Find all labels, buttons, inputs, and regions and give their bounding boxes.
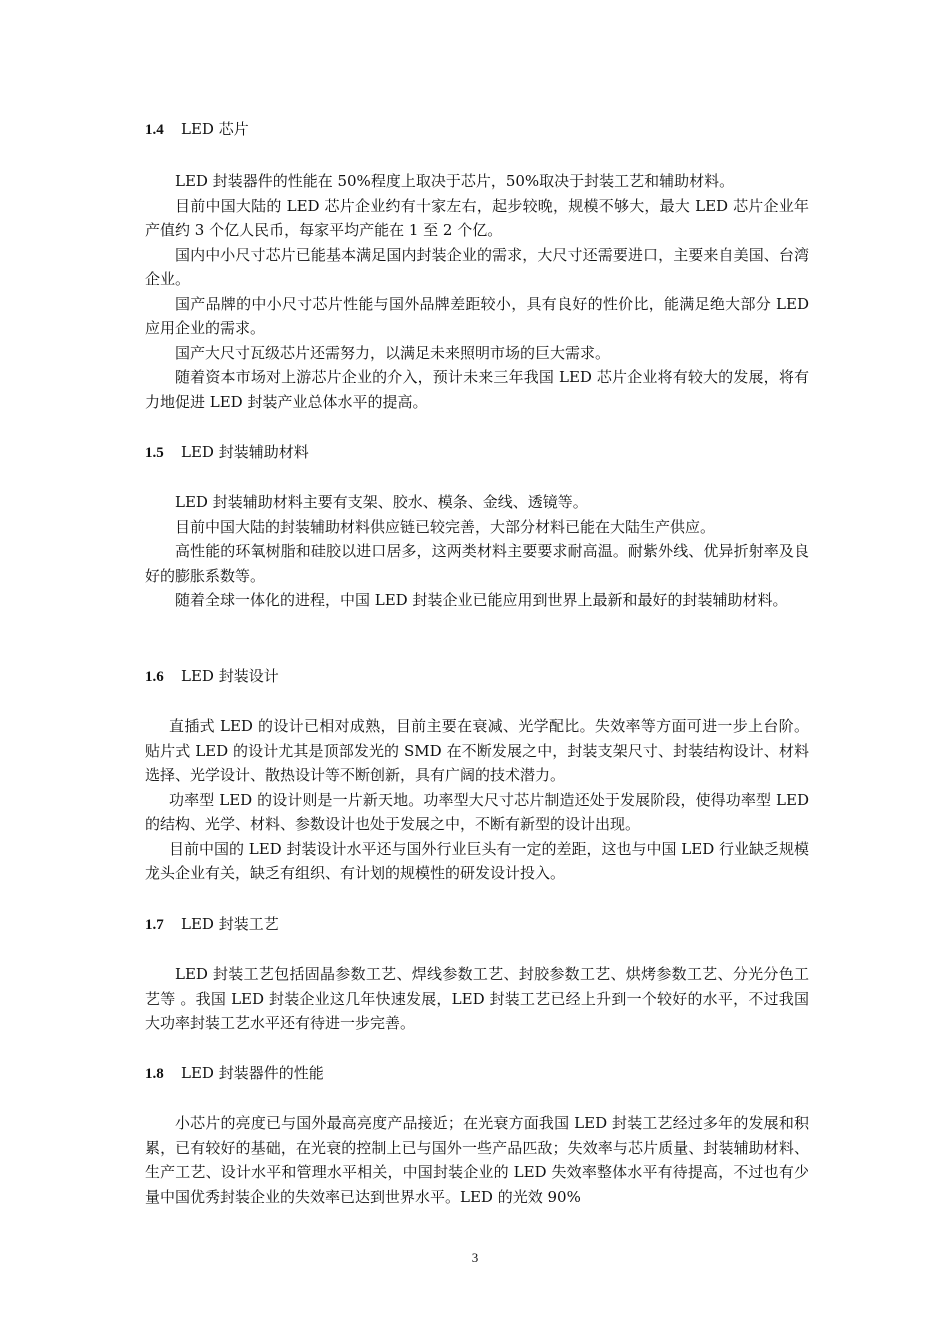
- section-1-7: [145, 912, 809, 1036]
- section-title: LED 封装设计: [181, 667, 279, 685]
- paragraph: 目前中国大陆的 LED 芯片企业约有十家左右，起步较晚，规模不够大，最大 LED 芯片企业年产值约 3 个亿人民币，每家平均产能在 1 至 2 个亿。: [145, 196, 809, 239]
- page-number: 3: [471, 1250, 479, 1265]
- document-page: [145, 0, 809, 1344]
- section-heading: [145, 117, 809, 141]
- paragraph: LED 封装工艺包括固晶参数工艺、焊线参数工艺、封胶参数工艺、烘烤参数工艺、分光分色工艺等 。我国 LED 封装企业这几年快速发展，LED 封装工艺已经上升到一个较好的水平，不过我国大功率封装工艺水平还有待进一步完善。: [145, 965, 809, 1032]
- paragraph: 高性能的环氧树脂和硅胶以进口居多，这两类材料主要要求耐高温。耐紫外线、优异折射率及良好的膨胀系数等。: [145, 542, 809, 585]
- paragraph: LED 封装辅助材料主要有支架、胶水、模条、金线、透镜等。: [175, 493, 588, 511]
- section-1-8: [145, 1061, 809, 1209]
- paragraph: 国内中小尺寸芯片已能基本满足国内封装企业的需求，大尺寸还需要进口，主要来自美国、台湾企业。: [145, 245, 809, 288]
- section-1-4: [145, 117, 809, 414]
- section-title: LED 芯片: [181, 120, 249, 138]
- paragraph: 随着资本市场对上游芯片企业的介入，预计未来三年我国 LED 芯片企业将有较大的发展，将有力地促进 LED 封装产业总体水平的提高。: [145, 368, 809, 411]
- section-heading: [145, 912, 809, 936]
- paragraph: LED 封装器件的性能在 50%程度上取决于芯片，50%取决于封装工艺和辅助材料。: [175, 172, 735, 190]
- paragraph: 国产大尺寸瓦级芯片还需努力，以满足未来照明市场的巨大需求。: [175, 343, 611, 362]
- section-1-6: [145, 664, 809, 886]
- section-title: LED 封装辅助材料: [181, 443, 309, 461]
- paragraph: 小芯片的亮度已与国外最高亮度产品接近；在光衰方面我国 LED 封装工艺经过多年的发展和积累，已有较好的基础，在光衰的控制上已与国外一些产品匹敌；失效率与芯片质量、封装辅助材料、生产工艺、设计水平和管理水平相关，中国封装企业的 LED 失效率整体水平有待提高，不过也有少量中国优秀封装企业的失效率已达到世界水平。LED 的光效 90%: [145, 1114, 809, 1206]
- paragraph: 目前中国大陆的封装辅助材料供应链已较完善，大部分材料已能在大陆生产供应。: [175, 517, 716, 536]
- section-heading: [145, 1061, 809, 1085]
- paragraph: 随着全球一体化的进程，中国 LED 封装企业已能应用到世界上最新和最好的封装辅助材料。: [175, 591, 788, 609]
- section-heading: [145, 664, 809, 688]
- section-number: 1.7: [145, 917, 164, 933]
- section-heading: [145, 440, 809, 464]
- paragraph: 国产品牌的中小尺寸芯片性能与国外品牌差距较小，具有良好的性价比，能满足绝大部分 LED 应用企业的需求。: [145, 294, 809, 337]
- section-1-5: [145, 440, 809, 613]
- section-number: 1.5: [145, 445, 164, 461]
- paragraph: 目前中国的 LED 封装设计水平还与国外行业巨头有一定的差距，这也与中国 LED 行业缺乏规模龙头企业有关，缺乏有组织、有计划的规模性的研发设计投入。: [145, 839, 809, 882]
- section-number: 1.8: [145, 1066, 164, 1082]
- section-number: 1.4: [145, 122, 164, 138]
- section-title: LED 封装器件的性能: [181, 1064, 324, 1082]
- section-number: 1.6: [145, 669, 164, 685]
- section-title: LED 封装工艺: [181, 915, 279, 933]
- paragraph: 功率型 LED 的设计则是一片新天地。功率型大尺寸芯片制造还处于发展阶段，使得功率型 LED 的结构、光学、材料、参数设计也处于发展之中，不断有新型的设计出现。: [145, 790, 809, 833]
- paragraph: 直插式 LED 的设计已相对成熟，目前主要在衰减、光学配比。失效率等方面可进一步上台阶。贴片式 LED 的设计尤其是顶部发光的 SMD 在不断发展之中，封装支架尺寸、封装结构设计、材料选择、光学设计、散热设计等不断创新，具有广阔的技术潜力。: [145, 717, 809, 784]
